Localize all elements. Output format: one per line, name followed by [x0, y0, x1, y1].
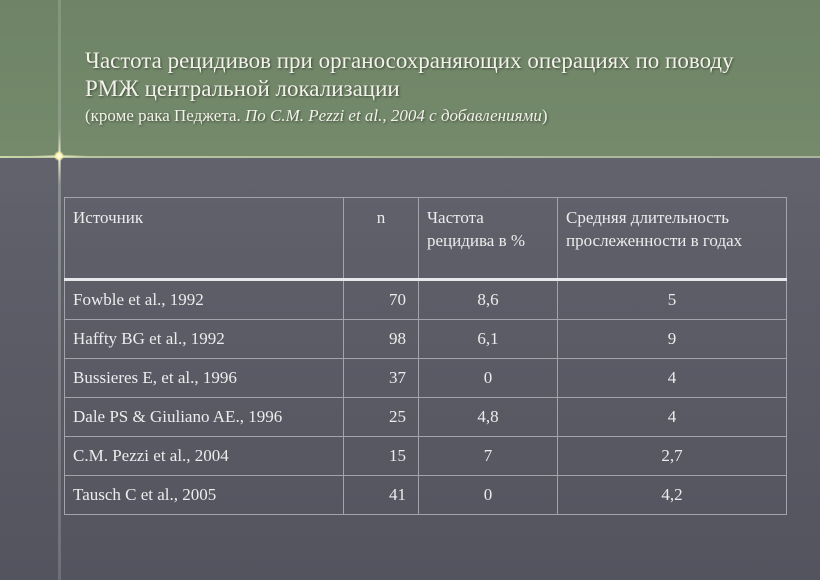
cell-rate: 0 — [419, 476, 558, 515]
table-row — [65, 437, 787, 476]
cell-rate: 8,6 — [419, 280, 558, 320]
cell-n: 70 — [344, 280, 419, 320]
header-source: Источник — [65, 198, 344, 280]
subtitle-italic: По C.M. Pezzi et al., 2004 с добавлениями — [245, 106, 542, 125]
cell-n: 98 — [344, 320, 419, 359]
cell-source: Dale PS & Giuliano AE., 1996 — [65, 398, 344, 437]
cell-n: 37 — [344, 359, 419, 398]
cell-source: Tausch C et al., 2005 — [65, 476, 344, 515]
table-row — [65, 359, 787, 398]
decorative-vertical-line — [58, 0, 61, 580]
table-header-row — [65, 198, 787, 280]
table-row — [65, 398, 787, 437]
cell-follow-up: 5 — [558, 280, 787, 320]
cell-follow-up: 4 — [558, 359, 787, 398]
decorative-horizontal-line — [0, 156, 820, 158]
table-row — [65, 476, 787, 515]
cell-source: Bussieres E, et al., 1996 — [65, 359, 344, 398]
cell-source: Fowble et al., 1992 — [65, 280, 344, 320]
cell-n: 25 — [344, 398, 419, 437]
table-row — [65, 320, 787, 359]
table-row — [65, 280, 787, 320]
header-n: n — [344, 198, 419, 280]
header-follow-up: Средняя длительность прослеженности в годах — [558, 198, 787, 280]
cell-follow-up: 2,7 — [558, 437, 787, 476]
cell-n: 41 — [344, 476, 419, 515]
subtitle-suffix: ) — [541, 106, 548, 125]
cell-n: 15 — [344, 437, 419, 476]
cell-follow-up: 9 — [558, 320, 787, 359]
cell-rate: 6,1 — [419, 320, 558, 359]
slide-subtitle — [85, 105, 785, 127]
cell-rate: 0 — [419, 359, 558, 398]
cell-source: Haffty BG et al., 1992 — [65, 320, 344, 359]
header-recurrence-rate: Частота рецидива в % — [419, 198, 558, 280]
cell-rate: 4,8 — [419, 398, 558, 437]
slide-title: Частота рецидивов при органосохраняющих операциях по поводу РМЖ центральной локализации — [85, 48, 734, 101]
cell-follow-up: 4,2 — [558, 476, 787, 515]
subtitle-prefix: (кроме рака Педжета. — [85, 106, 245, 125]
recurrence-table — [64, 197, 787, 515]
sparkle-star-icon — [54, 151, 64, 161]
cell-follow-up: 4 — [558, 398, 787, 437]
cell-source: C.M. Pezzi et al., 2004 — [65, 437, 344, 476]
cell-rate: 7 — [419, 437, 558, 476]
